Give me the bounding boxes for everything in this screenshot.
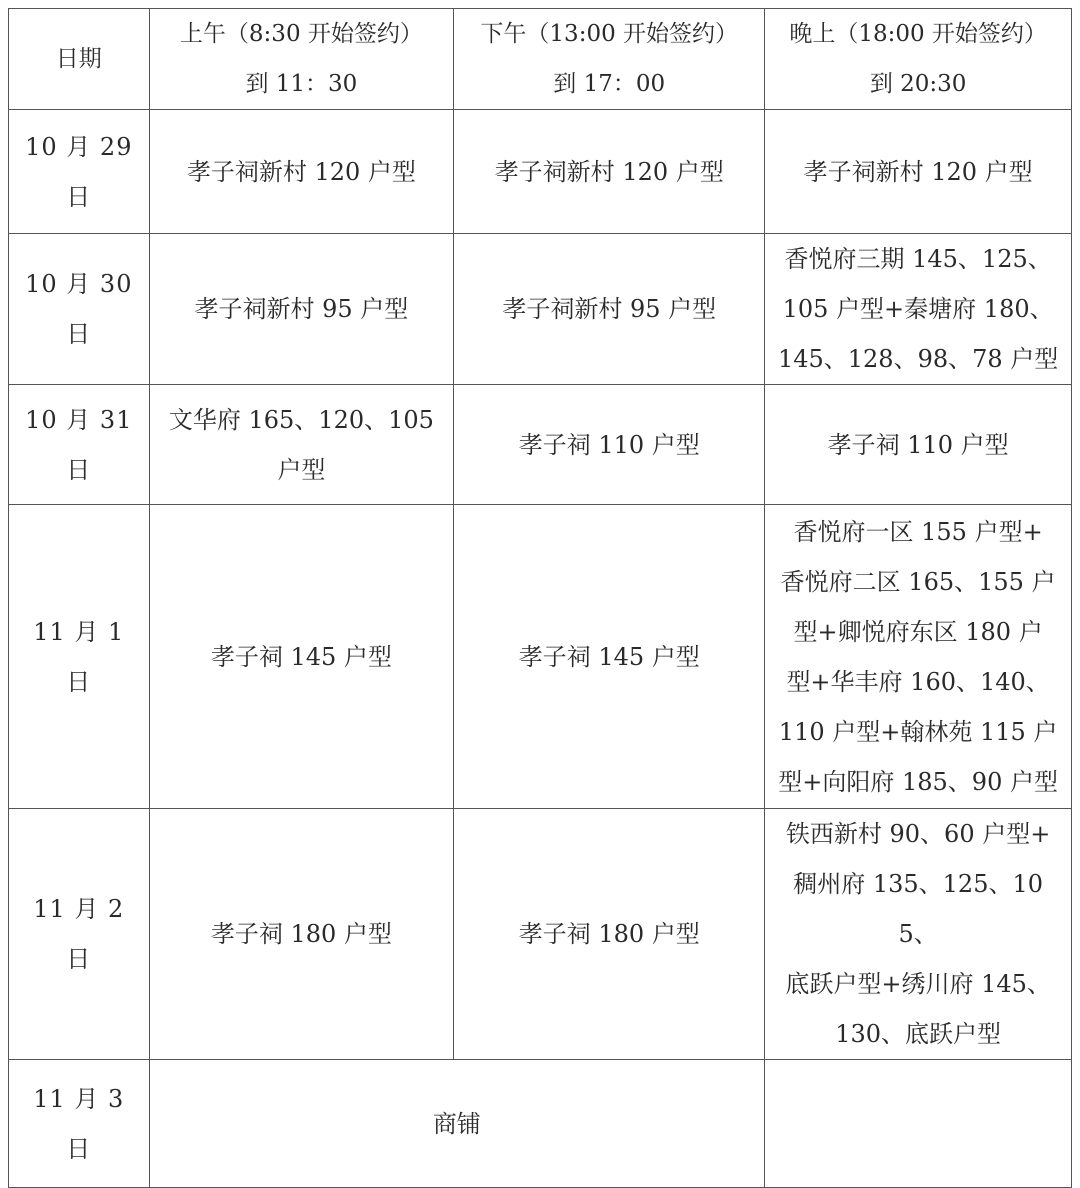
date-cell: 11 月 3 日 xyxy=(9,1060,150,1188)
merged-day-cell: 商铺 xyxy=(149,1060,765,1188)
table-row xyxy=(9,234,1072,385)
evening-line: 香悦府三期 145、125、 xyxy=(784,245,1052,273)
header-row xyxy=(9,9,1072,110)
evening-cell xyxy=(765,505,1072,809)
morning-cell: 孝子祠 180 户型 xyxy=(149,809,454,1060)
morning-cell: 孝子祠新村 120 户型 xyxy=(149,110,454,234)
evening-line: 110 户型+翰林苑 115 户 xyxy=(778,717,1058,746)
table-row xyxy=(9,809,1072,1060)
morning-cell xyxy=(149,385,454,505)
signing-schedule-table xyxy=(8,8,1072,1188)
header-afternoon-line1: 下午（13:00 开始签约） xyxy=(480,21,739,47)
header-afternoon xyxy=(454,9,765,110)
table-row xyxy=(9,1060,1072,1188)
table-row xyxy=(9,505,1072,809)
evening-line: 105 户型+秦塘府 180、 xyxy=(782,295,1054,323)
date-cell: 10 月 31 日 xyxy=(9,385,150,505)
afternoon-cell: 孝子祠 180 户型 xyxy=(454,809,765,1060)
header-afternoon-line2: 到 17：00 xyxy=(553,71,666,97)
evening-line: 孝子祠新村 120 户型 xyxy=(803,157,1033,186)
table-row xyxy=(9,110,1072,234)
evening-line: 型+卿悦府东区 180 户 xyxy=(793,617,1043,646)
header-morning xyxy=(149,9,454,110)
morning-line: 户型 xyxy=(277,455,326,484)
date-cell: 10 月 30 日 xyxy=(9,234,150,385)
evening-line: 型+向阳府 185、90 户型 xyxy=(778,767,1058,796)
evening-line: 孝子祠 110 户型 xyxy=(827,430,1009,459)
header-evening xyxy=(765,9,1072,110)
evening-line: 145、128、98、78 户型 xyxy=(777,345,1059,373)
afternoon-cell: 孝子祠 110 户型 xyxy=(454,385,765,505)
afternoon-cell: 孝子祠新村 95 户型 xyxy=(454,234,765,385)
evening-cell xyxy=(765,110,1072,234)
header-morning-line2: 到 11：30 xyxy=(245,71,358,97)
evening-cell xyxy=(765,234,1072,385)
afternoon-cell: 孝子祠新村 120 户型 xyxy=(454,110,765,234)
header-evening-line1: 晚上（18:00 开始签约） xyxy=(789,21,1047,47)
afternoon-cell: 孝子祠 145 户型 xyxy=(454,505,765,809)
evening-line: 铁西新村 90、60 户型+ xyxy=(785,820,1051,848)
morning-line: 文华府 165、120、105 xyxy=(168,405,434,434)
date-cell: 11 月 2 日 xyxy=(9,809,150,1060)
evening-line: 底跃户型+绣川府 145、 xyxy=(785,970,1051,998)
date-cell: 10 月 29 日 xyxy=(9,110,150,234)
evening-line: 香悦府一区 155 户型+ xyxy=(793,517,1043,546)
header-evening-line2: 到 20:30 xyxy=(869,71,967,97)
table-row xyxy=(9,385,1072,505)
morning-cell: 孝子祠 145 户型 xyxy=(149,505,454,809)
evening-cell-empty xyxy=(765,1060,1072,1188)
evening-line: 香悦府二区 165、155 户 xyxy=(780,567,1056,596)
evening-cell xyxy=(765,385,1072,505)
evening-line: 130、底跃户型 xyxy=(835,1020,1002,1048)
header-date: 日期 xyxy=(9,9,150,110)
evening-cell xyxy=(765,809,1072,1060)
evening-line: 稠州府 135、125、105、 xyxy=(793,870,1044,948)
date-cell: 11 月 1 日 xyxy=(9,505,150,809)
morning-cell: 孝子祠新村 95 户型 xyxy=(149,234,454,385)
header-morning-line1: 上午（8:30 开始签约） xyxy=(179,21,423,47)
evening-line: 型+华丰府 160、140、 xyxy=(786,667,1050,696)
